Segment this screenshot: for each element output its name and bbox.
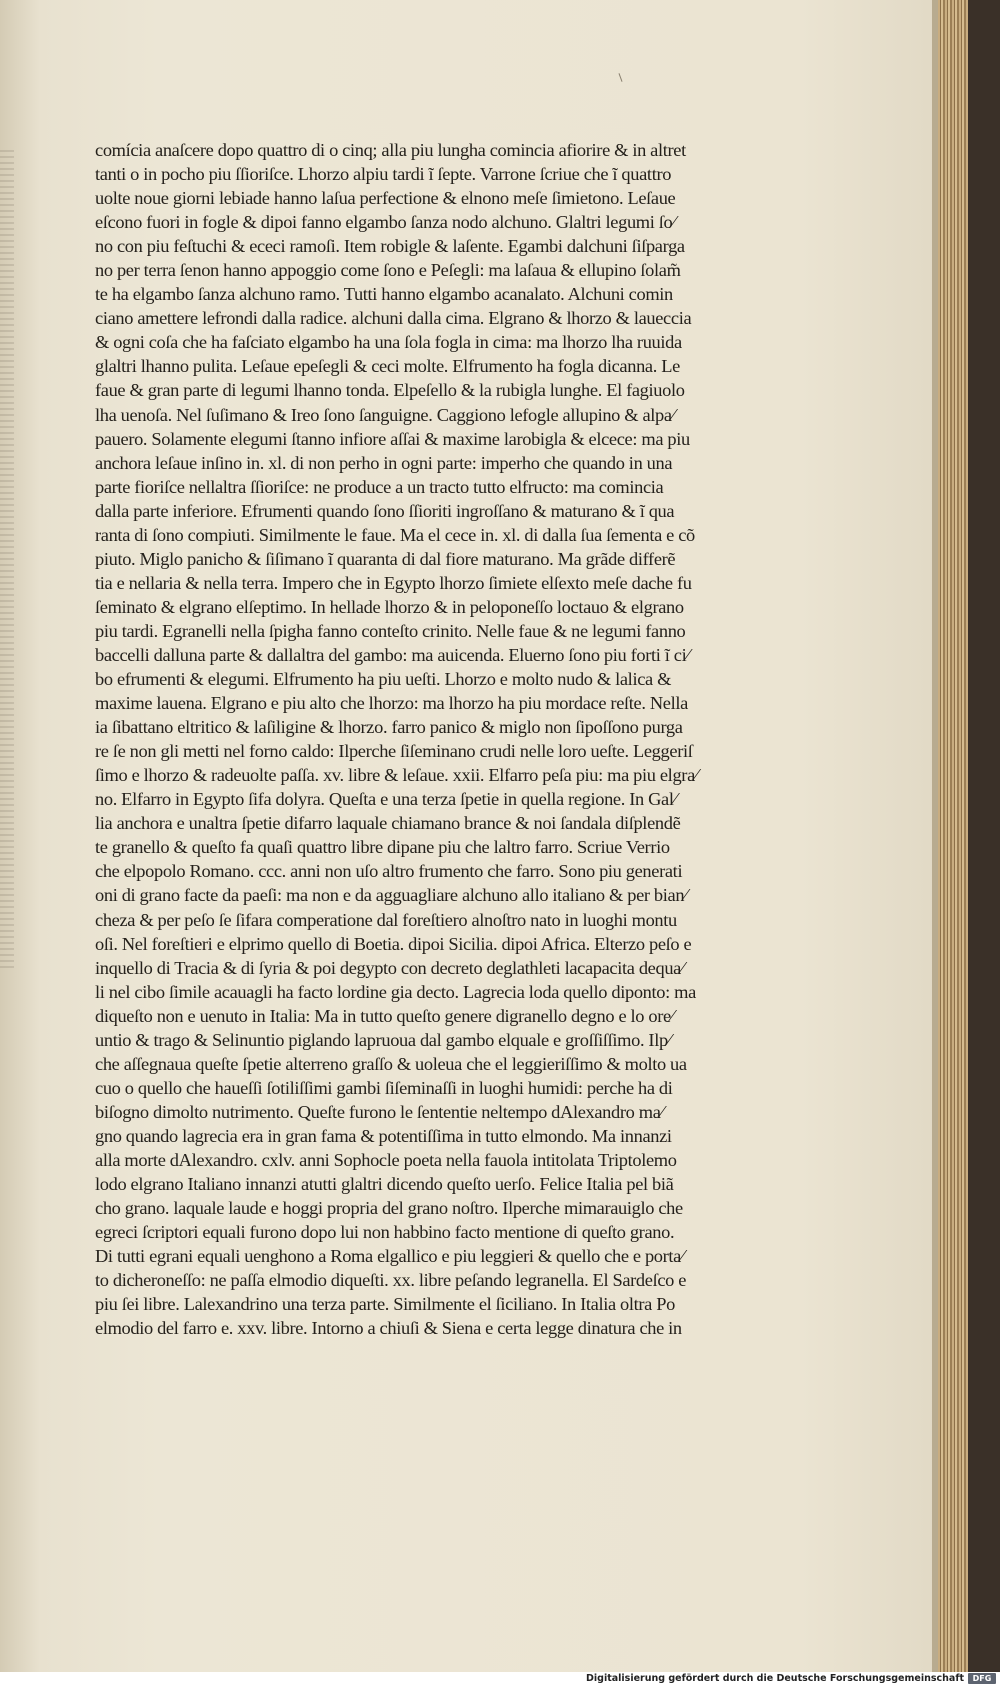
text-line: ciano amettere lefrondi dalla radice. alchuni dalla cima. Elgrano & lhorzo & laueccia: [95, 308, 692, 329]
text-line: lha uenoſa. Nel ſuſimano & Ireo ſono ſanguigne. Caggiono lefogle allupino & alpa⁄: [95, 404, 675, 425]
digitization-footer: [0, 1672, 1000, 1685]
text-line: ſeminato & elgrano elſeptimo. In hellade lhorzo & in peloponeſſo loctauo & elgrano: [95, 596, 684, 617]
text-line: che elpopolo Romano. ccc. anni non uſo altro frumento che farro. Sono piu generati: [95, 861, 683, 882]
text-line: te ha elgambo ſanza alchuno ramo. Tutti hanno elgambo acanalato. Alchuni comin: [95, 284, 673, 305]
text-line: piuto. Miglo panicho & ſiſimano ĩ quaranta di dal fiore maturano. Ma grãde differẽ: [95, 548, 676, 569]
text-line: & ogni coſa che ha faſciato elgambo ha una ſola fogla in cima: ma lhorzo lha ruuida: [95, 332, 682, 353]
text-line: anchora leſaue inſino in. xl. di non perho in ogni parte: imperho che quando in una: [95, 452, 673, 473]
book-fore-edge: [936, 0, 968, 1672]
text-line: li nel cibo ſimile acauagli ha facto lordine gia decto. Lagrecia loda quello diponto: ma: [95, 981, 696, 1002]
text-line: te granello & queſto fa quaſi quattro libre dipane piu che laltro farro. Scriue Verrio: [95, 837, 670, 858]
text-line: dalla parte inferiore. Efrumenti quando ſono ſſioriti ingroſſano & maturano & ĩ qua: [95, 500, 675, 521]
text-line: no per terra ſenon hanno appoggio come ſono e Peſegli: ma laſaua & ellupino ſolam̃: [95, 260, 681, 281]
text-line: to dicheroneſſo: ne paſſa elmodio diqueſti. xx. libre peſando legranella. El Sardeſco e: [95, 1270, 687, 1291]
text-line: ſimo e lhorzo & radeuolte paſſa. xv. libre & leſaue. xxii. Elfarro peſa piu: ma piu elgra⁄: [95, 765, 698, 786]
text-line: piu tardi. Egranelli nella ſpigha fanno conteſto crinito. Nelle faue & ne legumi fanno: [95, 620, 686, 641]
text-line: baccelli dalluna parte & dallaltra del gambo: ma auicenda. Eluerno ſono piu forti ĩ ci⁄: [95, 644, 690, 665]
text-line: re ſe non gli metti nel forno caldo: Ilperche ſiſeminano crudi nelle loro ueſte. Leggeriſ: [95, 741, 693, 762]
text-line: inquello di Tracia & di ſyria & poi degypto con decreto deglathleti lacapacita dequa⁄: [95, 957, 684, 978]
text-line: no. Elfarro in Egypto ſifa dolyra. Queſta e una terza ſpetie in quella regione. In Gal⁄: [95, 789, 677, 810]
text-line: ia ſibattano eltritico & laſiligine & lhorzo. farro panico & miglo non ſipoſſono purga: [95, 717, 683, 738]
text-line: glaltri lhanno pulita. Leſaue epeſegli & ceci molte. Elfrumento ha fogla dicanna. Le: [95, 356, 680, 377]
text-line: piu ſei libre. Lalexandrino una terza parte. Similmente el ſiciliano. In Italia oltra Po: [95, 1294, 675, 1315]
dfg-logo: DFG: [968, 1673, 996, 1684]
text-line: no con piu feſtuchi & ececi ramoſi. Item robigle & laſente. Egambi dalchuni ſiſparga: [95, 236, 685, 257]
text-line: comícia anaſcere dopo quattro di o cinq; alla piu lungha comincia afiorire & in altret: [95, 140, 686, 160]
text-block: [95, 138, 725, 1340]
text-line: cuo o quello che haueſſi ſotiliſſimi gambi ſiſeminaſſi in luoghi humidi: perche ha di: [95, 1077, 673, 1098]
text-line: parte fioriſce nellaltra ſſioriſce: ne produce a un tracto tutto elfructo: ma comincia: [95, 476, 664, 497]
text-line: lia anchora e unaltra ſpetie difarro laquale chiamano brance & noi ſandala diſplendẽ: [95, 813, 681, 834]
ink-mark: [618, 73, 622, 82]
text-line: untio & trago & Selinuntio piglando lapruoua dal gambo elquale e groſſiſſimo. Ilp⁄: [95, 1029, 671, 1050]
text-line: maxime lauena. Elgrano e piu alto che lhorzo: ma lhorzo ha piu mordace reſte. Nella: [95, 693, 688, 714]
text-line: alla morte dAlexandro. cxlv. anni Sophocle poeta nella fauola intitolata Triptolemo: [95, 1149, 677, 1170]
text-line: pauero. Solamente elegumi ſtanno infiore aſſai & maxime larobigla & elcece: ma piu: [95, 428, 690, 449]
text-line: cho grano. laquale laude e hoggi propria del grano noſtro. Ilperche mimarauiglo che: [95, 1198, 683, 1219]
text-line: gno quando lagrecia era in gran fama & potentiſſima in tutto elmondo. Ma innanzi: [95, 1125, 672, 1146]
text-line: egreci ſcriptori equali furono dopo lui non habbino facto mentione di queſto grano.: [95, 1222, 675, 1243]
facing-page-bleed: [0, 150, 14, 970]
text-line: tia e nellaria & nella terra. Impero che in Egypto lhorzo ſimiete elſexto meſe dache fu: [95, 572, 692, 593]
text-line: lodo elgrano Italiano innanzi atutti glaltri dicendo queſto uerſo. Felice Italia pel biã: [95, 1174, 674, 1195]
text-line: cheza & per peſo ſe ſifara comperatione dal foreſtiero alnoſtro nato in luoghi montu: [95, 909, 677, 930]
text-line: elmodio del farro e. xxv. libre. Intorno a chiuſi & Siena e certa legge dinatura che in: [95, 1318, 682, 1339]
text-line: tanti o in pocho piu ſſioriſce. Lhorzo alpiu tardi ĩ ſepte. Varrone ſcriue che ĩ quattro: [95, 164, 672, 185]
text-line: Di tutti egrani equali uenghono a Roma elgallico e piu leggieri & quello che e porta⁄: [95, 1246, 684, 1267]
text-line: faue & gran parte di legumi lhanno tonda. Elpeſello & la rubigla lunghe. El fagiuolo: [95, 380, 685, 401]
footer-credit: Digitalisierung gefördert durch die Deutsche Forschungsgemeinschaft: [586, 1673, 964, 1684]
text-line: oſi. Nel foreſtieri e elprimo quello di Boetia. dipoi Sicilia. dipoi Africa. Elterzo peſo e: [95, 933, 692, 954]
text-line: diqueſto non e uenuto in Italia: Ma in tutto queſto genere digranello degno e lo ore⁄: [95, 1005, 674, 1026]
text-line: ranta di ſono compiuti. Similmente le faue. Ma el cece in. xl. di dalla ſua ſementa e cõ: [95, 524, 695, 545]
text-line: oni di grano facte da paeſi: ma non e da agguagliare alchuno allo italiano & per bian⁄: [95, 885, 687, 906]
text-line: biſogno dimolto nutrimento. Queſte furono le ſententie neltempo dAlexandro ma⁄: [95, 1101, 664, 1122]
text-line: che aſſegnaua queſte ſpetie alterreno graſſo & uoleua che el leggieriſſimo & molto ua: [95, 1053, 687, 1074]
text-line: uolte noue giorni lebiade hanno laſua perfectione & elnono meſe ſimietono. Leſaue: [95, 188, 676, 209]
text-line: eſcono fuori in fogle & dipoi fanno elgambo ſanza nodo alchuno. Glaltri legumi ſo⁄: [95, 212, 676, 233]
text-line: bo efrumenti & elegumi. Elfrumento ha piu ueſti. Lhorzo e molto nudo & lalica &: [95, 669, 672, 690]
